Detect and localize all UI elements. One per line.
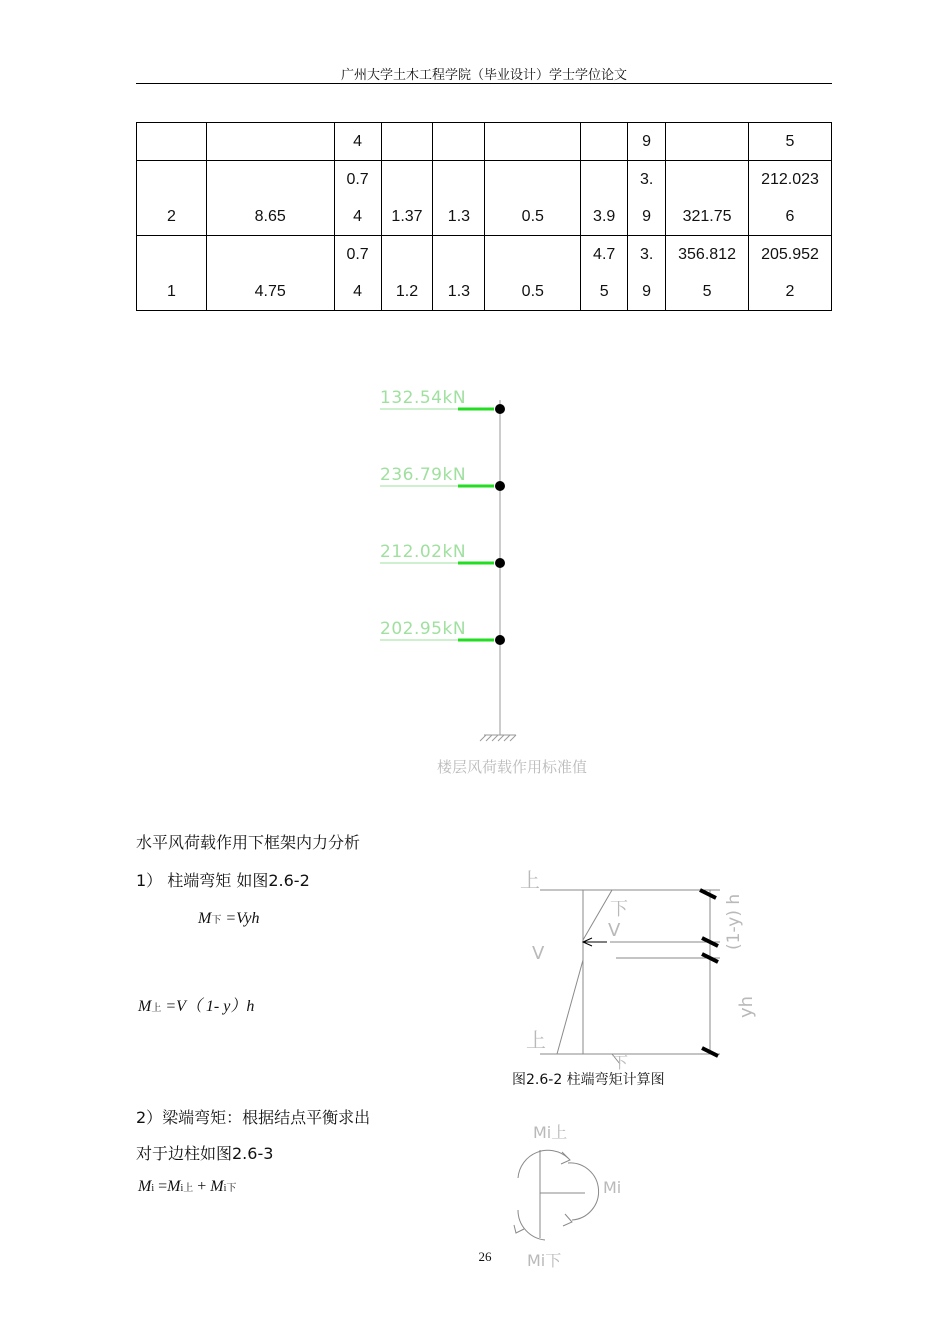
cell-line: 3. <box>639 246 654 263</box>
cell-line: 5 <box>785 133 795 150</box>
cell-line: 1.2 <box>395 283 419 300</box>
fig-label: 上 <box>520 868 540 892</box>
formula-lower-moment: M下 =Vyh <box>198 910 260 927</box>
load-label: 236.79kN <box>380 465 467 485</box>
cell-line: 8.65 <box>254 208 286 225</box>
fig-label: 下 <box>612 1053 629 1072</box>
node-dot <box>495 404 505 414</box>
cell-line: 321.75 <box>682 208 732 225</box>
cell-line: 0.5 <box>521 208 544 225</box>
cell-line: 1.37 <box>391 208 423 225</box>
moment-arc-bottom <box>518 1210 545 1240</box>
support-hatch <box>480 735 516 741</box>
cell-line: 205.952 <box>761 246 819 263</box>
cell-line: 356.812 <box>678 246 736 263</box>
cell-line: 212.023 <box>761 171 819 188</box>
formula-upper-moment: M上 =V（ 1- y）h <box>138 998 255 1015</box>
page-header: 广州大学土木工程学院（毕业设计）学士学位论文 <box>340 68 627 83</box>
node-dot <box>495 558 505 568</box>
wind-diagram-caption: 楼层风荷载作用标准值 <box>437 758 588 776</box>
fig-label: Mi上 <box>533 1123 568 1142</box>
tick-mark <box>700 890 716 898</box>
cell-line: 4.7 <box>593 246 616 263</box>
cell-line: 1.3 <box>447 283 471 300</box>
node-dot <box>495 481 505 491</box>
formula-beam-moment: Mi =Mi上 + Mi下 <box>138 1178 237 1195</box>
moment-arc-top <box>518 1150 568 1178</box>
cell-line: 5 <box>702 283 712 300</box>
load-label: 202.95kN <box>380 619 467 639</box>
cell-line: 4 <box>353 133 363 150</box>
fig-label: Mi下 <box>527 1251 562 1270</box>
fig-label: V <box>532 943 545 964</box>
cell-line: 6 <box>785 208 795 225</box>
item-3: 对于边柱如图2.6-3 <box>136 1144 274 1163</box>
cell-line: 3.9 <box>593 208 616 225</box>
load-label: 132.54kN <box>380 388 467 408</box>
node-dot <box>495 635 505 645</box>
moment-arc-right <box>568 1163 599 1220</box>
fig-label: V <box>608 920 621 941</box>
fig-2-6-3 <box>514 1150 599 1240</box>
item-2: 2）梁端弯矩：根据结点平衡求出 <box>136 1108 371 1127</box>
load-label: 212.02kN <box>380 542 467 562</box>
cell-line: 9 <box>642 133 652 150</box>
cell-line: 2 <box>785 283 795 300</box>
dim-label-top: (1-y) h <box>724 893 744 950</box>
cell-line: 4 <box>353 283 363 300</box>
cell-line: 0.7 <box>346 246 369 263</box>
cell-line: 4.75 <box>254 283 286 300</box>
item-1: 1） 柱端弯矩 如图2.6-2 <box>136 871 310 890</box>
fig-label: 下 <box>610 899 628 920</box>
cell-line: 5 <box>599 283 609 300</box>
cell-line: 9 <box>642 208 652 225</box>
cell-line: 1.3 <box>447 208 471 225</box>
fig-2-6-2 <box>540 890 720 1064</box>
cell-line: 0.5 <box>521 283 544 300</box>
dim-label-bottom: yh <box>736 995 757 1018</box>
cell-line: 0.7 <box>346 171 369 188</box>
cell-line: 4 <box>353 208 363 225</box>
cell-line: 3. <box>639 171 654 188</box>
fig-2-6-2-caption: 图2.6-2 柱端弯矩计算图 <box>512 1072 665 1088</box>
page-number: 26 <box>478 1249 492 1264</box>
cell-line: 1 <box>166 283 176 300</box>
cell-line: 9 <box>642 283 652 300</box>
fig-label: 上 <box>526 1028 546 1052</box>
fig-label: Mi <box>603 1178 622 1197</box>
section-heading: 水平风荷载作用下框架内力分析 <box>136 833 361 852</box>
cell-line: 2 <box>166 208 176 225</box>
